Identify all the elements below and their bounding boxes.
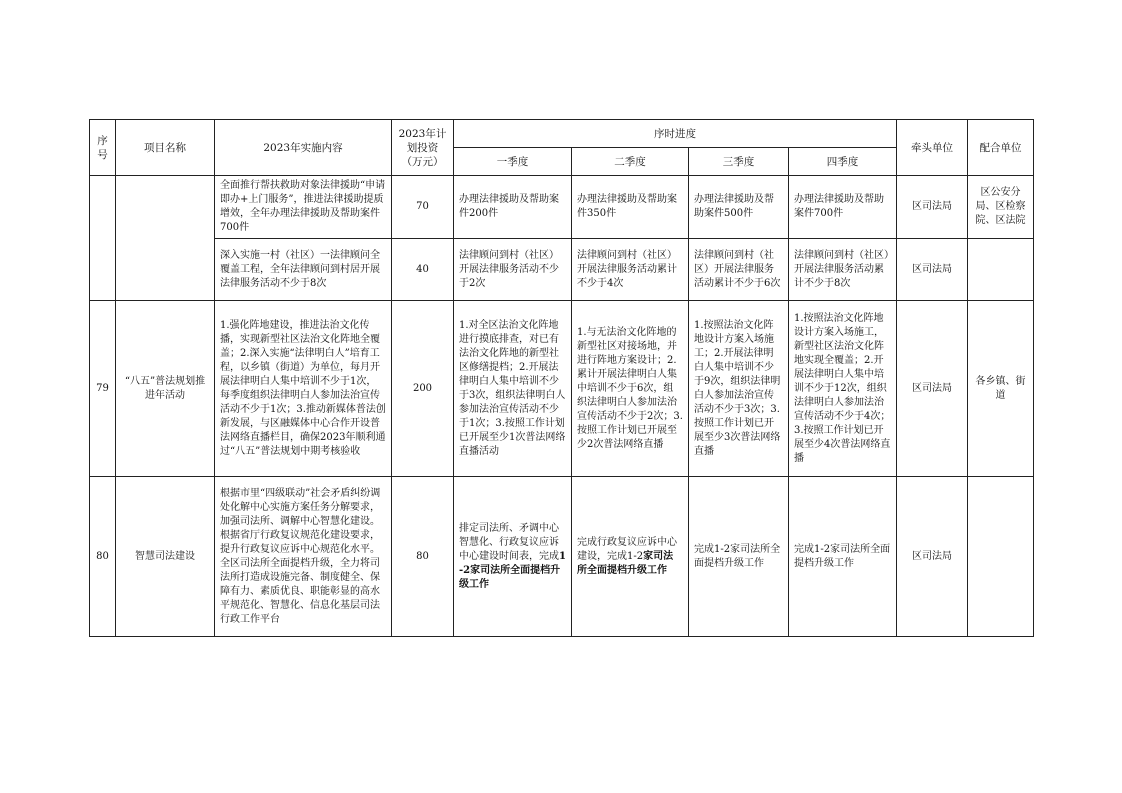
coop-cell [968, 477, 1034, 637]
content-cell: 全面推行帮扶救助对象法律援助“申请即办+上门服务”，推进法律援助提质增效，全年办理法律援助及帮助案件700件 [215, 176, 392, 239]
q4-cell: 完成1-2家司法所全面提档升级工作 [789, 477, 897, 637]
q1-cell: 法律顾问到村（社区）开展法律服务活动不少于2次 [454, 239, 572, 301]
project-cell: “八五”普法规划推进年活动 [116, 301, 215, 477]
header-investment: 2023年计划投资（万元） [392, 120, 454, 176]
seq-cell: 80 [90, 477, 116, 637]
coop-cell [968, 239, 1034, 301]
header-project-name: 项目名称 [116, 120, 215, 176]
q2-cell [572, 477, 689, 637]
q1-cell: 1.对全区法治文化阵地进行摸底排查，对已有法治文化阵地的新型社区修缮提档；2.开展法律明白人集中培训不少于3次，组织法律明白人参加法治宣传活动不少于1次；3.按照工作计划已开展至少1次普法网络直播活动 [454, 301, 572, 477]
invest-cell: 80 [392, 477, 454, 637]
seq-cell-empty [90, 176, 116, 301]
coop-cell: 区公安分局、区检察院、区法院 [968, 176, 1034, 239]
header-lead-unit: 牵头单位 [897, 120, 968, 176]
q3-cell: 完成1-2家司法所全面提档升级工作 [689, 477, 789, 637]
lead-cell: 区司法局 [897, 477, 968, 637]
q4-cell: 法律顾问到村（社区）开展法律服务活动累计不少于8次 [789, 239, 897, 301]
header-row-1 [90, 120, 1034, 148]
q2-text: 完成行政复议应诉中心建设，完成1-2 [577, 536, 677, 562]
table-row [90, 477, 1034, 637]
q2-text-bold: 家司法所全面提档升级工作 [577, 550, 674, 576]
header-q4: 四季度 [789, 148, 897, 176]
invest-cell: 200 [392, 301, 454, 477]
table-row [90, 239, 1034, 301]
project-cell: 智慧司法建设 [116, 477, 215, 637]
content-cell: 深入实施一村（社区）一法律顾问全覆盖工程，全年法律顾问到村居开展法律服务活动不少于8次 [215, 239, 392, 301]
project-cell-empty [116, 176, 215, 301]
q1-text: 排定司法所、矛调中心智慧化、行政复议应诉中心建设时间表，完成 [459, 522, 559, 562]
seq-cell: 79 [90, 301, 116, 477]
q1-cell [454, 477, 572, 637]
header-seq: 序号 [90, 120, 116, 176]
lead-cell: 区司法局 [897, 176, 968, 239]
coop-cell: 各乡镇、街道 [968, 301, 1034, 477]
q2-cell: 1.与无法治文化阵地的新型社区对接场地，并进行阵地方案设计；2.累计开展法律明白人集中培训不少于6次，组织法律明白人参加法治宣传活动不少于2次；3.按照工作计划已开展至少2次普法网络直播 [572, 301, 689, 477]
q3-cell: 法律顾问到村（社区）开展法律服务活动累计不少于6次 [689, 239, 789, 301]
content-cell: 根据市里“四级联动”社会矛盾纠纷调处化解中心实施方案任务分解要求，加强司法所、调解中心智慧化建设。根据省厅行政复议规范化建设要求，提升行政复议应诉中心规范化水平。全区司法所全面提档升级，全力将司法所打造成设施完备、制度健全、保障有力、素质优良、职能彰显的高水平规范化、智慧化、信息化基层司法行政工作平台 [215, 477, 392, 637]
invest-cell: 40 [392, 239, 454, 301]
lead-cell: 区司法局 [897, 239, 968, 301]
content-cell: 1.强化阵地建设，推进法治文化传播，实现新型社区法治文化阵地全覆盖；2.深入实施“法律明白人”培育工程，以乡镇（街道）为单位，每月开展法律明白人集中培训不少于1次，每季度组织法律明白人参加法治宣传活动不少于1次；3.推动新媒体普法创新发展，与区融媒体中心合作开设普法网络直播栏目，确保2023年顺利通过“八五”普法规划中期考核验收 [215, 301, 392, 477]
header-q3: 三季度 [689, 148, 789, 176]
header-content: 2023年实施内容 [215, 120, 392, 176]
table-row [90, 176, 1034, 239]
q3-cell: 办理法律援助及帮助案件500件 [689, 176, 789, 239]
table-row [90, 301, 1034, 477]
q1-text-bold: 1-2家司法所全面提档升级工作 [459, 550, 566, 590]
lead-cell: 区司法局 [897, 301, 968, 477]
q4-cell: 1.按照法治文化阵地设计方案入场施工，新型社区法治文化阵地实现全覆盖；2.开展法律明白人集中培训不少于12次，组织法律明白人参加法治宣传活动不少于4次；3.按照工作计划已开展至少4次普法网络直播 [789, 301, 897, 477]
q3-cell: 1.按照法治文化阵地设计方案入场施工；2.开展法律明白人集中培训不少于9次，组织法律明白人参加法治宣传活动不少于3次；3.按照工作计划已开展至少3次普法网络直播 [689, 301, 789, 477]
implementation-table [89, 119, 1034, 637]
q2-cell: 办理法律援助及帮助案件350件 [572, 176, 689, 239]
q1-cell: 办理法律援助及帮助案件200件 [454, 176, 572, 239]
header-q1: 一季度 [454, 148, 572, 176]
header-progress: 序时进度 [454, 120, 897, 148]
header-q2: 二季度 [572, 148, 689, 176]
q2-cell: 法律顾问到村（社区）开展法律服务活动累计不少于4次 [572, 239, 689, 301]
invest-cell: 70 [392, 176, 454, 239]
header-coop-unit: 配合单位 [968, 120, 1034, 176]
q4-cell: 办理法律援助及帮助案件700件 [789, 176, 897, 239]
